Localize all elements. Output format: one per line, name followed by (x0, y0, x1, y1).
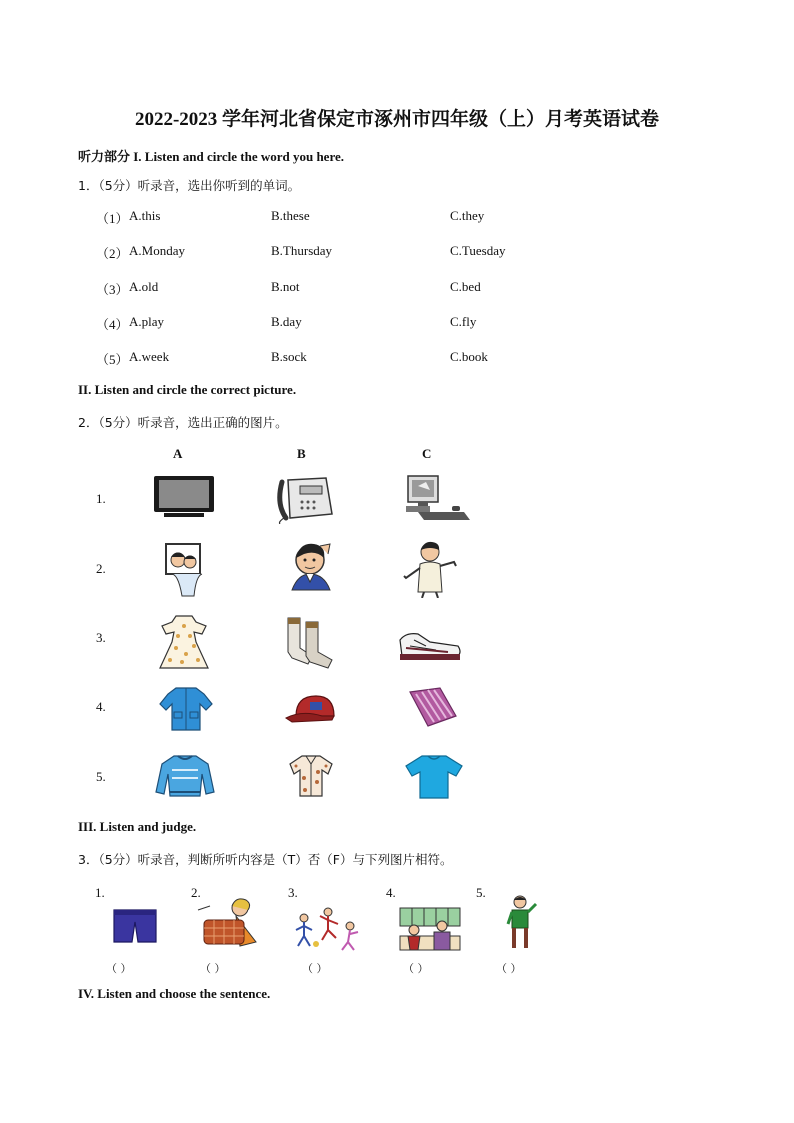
option-b[interactable]: B.Thursday (271, 243, 333, 258)
item-number: 3. (288, 885, 298, 900)
blue-jacket-icon[interactable] (158, 684, 214, 734)
red-cap-icon[interactable] (282, 692, 342, 726)
boy-standing-icon[interactable] (504, 894, 538, 952)
option-c[interactable]: C.they (450, 208, 485, 223)
answer-blank[interactable]: （ ） (302, 962, 328, 975)
boy-face-icon[interactable] (288, 540, 336, 592)
family-kitchen-icon[interactable] (398, 906, 462, 952)
option-b[interactable]: B.day (271, 314, 302, 329)
mirror-kids-icon[interactable] (160, 542, 206, 598)
part3-heading: III. Listen and judge. (78, 819, 197, 834)
column-header-b: B (297, 446, 306, 461)
row-number: 5. (96, 769, 106, 784)
item-number: （1） (96, 211, 129, 226)
option-b[interactable]: B.sock (271, 349, 307, 364)
option-c[interactable]: C.fly (450, 314, 477, 329)
row-number: 1. (96, 491, 106, 506)
row-number: 2. (96, 561, 106, 576)
tshirt-icon[interactable] (404, 754, 464, 800)
girl-basket-icon[interactable] (196, 896, 266, 950)
item-number: 1. (95, 885, 105, 900)
option-c[interactable]: C.book (450, 349, 488, 364)
row-number: 3. (96, 630, 106, 645)
option-a[interactable]: A.Monday (129, 243, 185, 258)
part1-question: 1．（5分）听录音，选出你听到的单词。 (78, 178, 301, 193)
row-number: 4. (96, 699, 106, 714)
option-a[interactable]: A.week (129, 349, 170, 364)
item-number: 4. (386, 885, 396, 900)
kids-playing-icon[interactable] (292, 904, 364, 952)
answer-blank[interactable]: （ ） (200, 962, 226, 975)
tv-icon[interactable] (152, 474, 216, 520)
dress-icon[interactable] (156, 612, 212, 672)
answer-blank[interactable]: （ ） (106, 962, 132, 975)
telephone-icon[interactable] (274, 474, 334, 524)
computer-icon[interactable] (404, 474, 472, 522)
option-a[interactable]: A.old (129, 279, 159, 294)
item-number: 5. (476, 885, 486, 900)
item-number: （5） (96, 352, 129, 367)
item-number: （4） (96, 317, 129, 332)
column-header-a: A (173, 446, 183, 461)
option-c[interactable]: C.bed (450, 279, 481, 294)
shirt-icon[interactable] (286, 752, 336, 800)
man-pointing-icon[interactable] (400, 540, 460, 598)
item-number: 2. (191, 885, 201, 900)
option-c[interactable]: C.Tuesday (450, 243, 506, 258)
part4-heading: IV. Listen and choose the sentence. (78, 986, 271, 1001)
part1-heading: 听力部分 I. Listen and circle the word you here. (78, 149, 345, 164)
item-number: （2） (96, 246, 129, 261)
option-b[interactable]: B.not (271, 279, 300, 294)
sweater-icon[interactable] (154, 752, 216, 800)
sneakers-icon[interactable] (396, 626, 464, 666)
shorts-icon[interactable] (110, 906, 160, 946)
item-number: （3） (96, 282, 129, 297)
column-header-c: C (422, 446, 432, 461)
page-title: 2022-2023 学年河北省保定市涿州市四年级（上）月考英语试卷 (134, 109, 660, 130)
answer-blank[interactable]: （ ） (496, 962, 522, 975)
purple-scarf-icon[interactable] (406, 686, 460, 728)
option-b[interactable]: B.these (271, 208, 310, 223)
option-a[interactable]: A.play (129, 314, 165, 329)
part2-heading: II. Listen and circle the correct picture. (78, 382, 297, 397)
answer-blank[interactable]: （ ） (403, 962, 429, 975)
option-a[interactable]: A.this (129, 208, 161, 223)
part2-question: 2．（5分）听录音，选出正确的图片。 (78, 415, 288, 430)
socks-icon[interactable] (282, 614, 340, 670)
part3-question: 3．（5分）听录音，判断所听内容是（T）否（F）与下列图片相符。 (78, 852, 453, 867)
